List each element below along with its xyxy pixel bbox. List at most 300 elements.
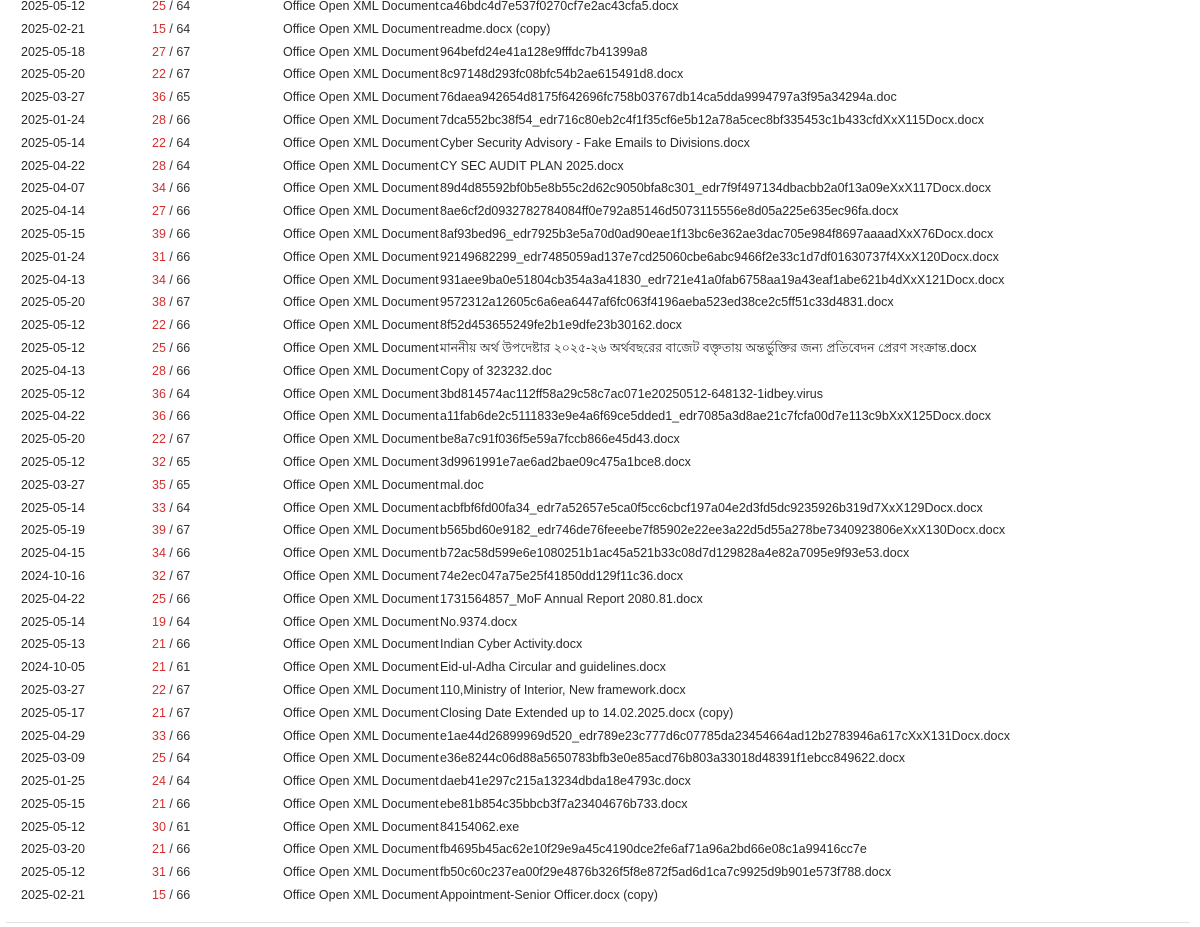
row-total-engines: 64 bbox=[176, 774, 191, 789]
row-detection-ratio bbox=[152, 611, 190, 634]
row-detection-ratio bbox=[152, 269, 190, 292]
row-detections: 15 bbox=[152, 21, 166, 36]
row-detections: 28 bbox=[152, 158, 166, 173]
ratio-separator: / bbox=[165, 112, 177, 127]
row-file-type: Office Open XML Document bbox=[283, 386, 439, 401]
table-row[interactable] bbox=[0, 86, 1200, 109]
row-detection-ratio bbox=[152, 337, 190, 360]
row-date: 2025-02-21 bbox=[21, 21, 85, 36]
row-detections: 27 bbox=[152, 204, 166, 219]
ratio-separator: / bbox=[165, 591, 177, 606]
table-row[interactable] bbox=[0, 725, 1200, 748]
row-date: 2025-05-20 bbox=[21, 432, 85, 447]
row-detections: 21 bbox=[152, 705, 166, 720]
row-detections: 36 bbox=[152, 90, 166, 105]
table-row[interactable] bbox=[0, 702, 1200, 725]
row-total-engines: 67 bbox=[176, 568, 191, 583]
row-total-engines: 66 bbox=[176, 249, 191, 264]
row-file-name-link[interactable]: 110,Ministry of Interior, New framework.docx bbox=[440, 682, 686, 697]
row-detection-ratio bbox=[152, 656, 190, 679]
row-detections: 39 bbox=[152, 523, 166, 538]
row-detections: 35 bbox=[152, 477, 166, 492]
row-file-name-link[interactable]: 74e2ec047a75e25f41850dd129f11c36.docx bbox=[440, 568, 684, 583]
row-file-type: Office Open XML Document bbox=[283, 774, 439, 789]
row-detection-ratio bbox=[152, 223, 190, 246]
ratio-separator: / bbox=[165, 340, 177, 355]
row-detection-ratio bbox=[152, 588, 190, 611]
table-row[interactable] bbox=[0, 337, 1200, 360]
row-file-name-link[interactable]: CY SEC AUDIT PLAN 2025.docx bbox=[440, 158, 624, 173]
row-total-engines: 66 bbox=[176, 409, 191, 424]
row-date: 2025-03-27 bbox=[21, 477, 85, 492]
row-detections: 24 bbox=[152, 774, 166, 789]
row-detections: 31 bbox=[152, 249, 166, 264]
row-total-engines: 65 bbox=[176, 90, 191, 105]
row-detections: 22 bbox=[152, 135, 166, 150]
table-row[interactable] bbox=[0, 679, 1200, 702]
row-file-name-link[interactable]: 8f52d453655249fe2b1e9dfe23b30162.docx bbox=[440, 318, 682, 333]
row-file-name-link[interactable]: Closing Date Extended up to 14.02.2025.docx (copy) bbox=[440, 705, 734, 720]
row-total-engines: 64 bbox=[176, 135, 191, 150]
table-row[interactable] bbox=[0, 770, 1200, 793]
table-row[interactable] bbox=[0, 291, 1200, 314]
row-file-type: Office Open XML Document bbox=[283, 546, 439, 561]
row-file-name-link[interactable]: 1731564857_MoF Annual Report 2080.81.docx bbox=[440, 591, 703, 606]
row-detections: 39 bbox=[152, 226, 166, 241]
row-total-engines: 61 bbox=[176, 819, 191, 834]
ratio-separator: / bbox=[165, 546, 177, 561]
row-detection-ratio bbox=[152, 200, 190, 223]
table-row[interactable] bbox=[0, 0, 1200, 18]
row-total-engines: 64 bbox=[176, 614, 191, 629]
row-date: 2025-04-22 bbox=[21, 158, 85, 173]
row-file-name-link[interactable]: 89d4d85592bf0b5e8b55c2d62c9050bfa8c301_edr7f9f497134dbacbb2a0f13a09eXxX117Docx.docx bbox=[440, 181, 991, 196]
row-detections: 27 bbox=[152, 44, 166, 59]
ratio-separator: / bbox=[165, 249, 177, 264]
row-detections: 22 bbox=[152, 682, 166, 697]
table-row[interactable] bbox=[0, 497, 1200, 520]
row-detections: 25 bbox=[152, 751, 166, 766]
row-total-engines: 67 bbox=[176, 682, 191, 697]
row-detections: 33 bbox=[152, 728, 166, 743]
row-file-type: Office Open XML Document bbox=[283, 112, 439, 127]
row-file-type: Office Open XML Document bbox=[283, 591, 439, 606]
table-row[interactable] bbox=[0, 542, 1200, 565]
row-file-name-link[interactable]: Indian Cyber Activity.docx bbox=[440, 637, 583, 652]
row-file-name-link[interactable]: 8ae6cf2d0932782784084ff0e792a85146d5073115556e8d05a225e635ec96fa.docx bbox=[440, 204, 899, 219]
ratio-separator: / bbox=[165, 386, 177, 401]
row-detection-ratio bbox=[152, 702, 190, 725]
row-file-type: Office Open XML Document bbox=[283, 500, 439, 515]
row-date: 2025-05-12 bbox=[21, 340, 85, 355]
row-total-engines: 66 bbox=[176, 272, 191, 287]
row-date: 2025-04-13 bbox=[21, 272, 85, 287]
table-row[interactable] bbox=[0, 633, 1200, 656]
ratio-separator: / bbox=[165, 318, 177, 333]
row-detection-ratio bbox=[152, 246, 190, 269]
table-row[interactable] bbox=[0, 451, 1200, 474]
row-detection-ratio bbox=[152, 725, 190, 748]
table-row[interactable] bbox=[0, 838, 1200, 861]
row-date: 2025-01-25 bbox=[21, 774, 85, 789]
row-detection-ratio bbox=[152, 838, 190, 861]
row-file-type: Office Open XML Document bbox=[283, 660, 439, 675]
table-row[interactable] bbox=[0, 747, 1200, 770]
row-date: 2025-05-15 bbox=[21, 796, 85, 811]
row-detection-ratio bbox=[152, 177, 190, 200]
row-total-engines: 66 bbox=[176, 204, 191, 219]
table-row[interactable] bbox=[0, 246, 1200, 269]
row-file-type: Office Open XML Document bbox=[283, 21, 439, 36]
row-detection-ratio bbox=[152, 18, 190, 41]
row-detection-ratio bbox=[152, 474, 190, 497]
ratio-separator: / bbox=[165, 409, 177, 424]
table-row[interactable] bbox=[0, 793, 1200, 816]
row-detection-ratio bbox=[152, 497, 190, 520]
row-total-engines: 66 bbox=[176, 546, 191, 561]
table-row[interactable] bbox=[0, 519, 1200, 542]
row-file-type: Office Open XML Document bbox=[283, 432, 439, 447]
row-file-name-link[interactable]: 84154062.exe bbox=[440, 819, 520, 834]
row-file-name-link[interactable]: a11fab6de2c5111833e9e4a6f69ce5dded1_edr7085a3d8ae21c7fcfa00d7e113c9bXxX125Docx.docx bbox=[440, 409, 991, 424]
row-file-type: Office Open XML Document bbox=[283, 204, 439, 219]
ratio-separator: / bbox=[165, 705, 177, 720]
row-file-type: Office Open XML Document bbox=[283, 158, 439, 173]
row-file-type: Office Open XML Document bbox=[283, 796, 439, 811]
table-row[interactable] bbox=[0, 611, 1200, 634]
row-detections: 22 bbox=[152, 67, 166, 82]
row-date: 2025-05-14 bbox=[21, 135, 85, 150]
ratio-separator: / bbox=[165, 0, 177, 13]
row-total-engines: 66 bbox=[176, 112, 191, 127]
ratio-separator: / bbox=[165, 819, 177, 834]
table-row[interactable] bbox=[0, 861, 1200, 884]
row-date: 2025-05-14 bbox=[21, 614, 85, 629]
ratio-separator: / bbox=[165, 272, 177, 287]
row-date: 2025-05-17 bbox=[21, 705, 85, 720]
row-file-type: Office Open XML Document bbox=[283, 454, 439, 469]
row-detection-ratio bbox=[152, 747, 190, 770]
ratio-separator: / bbox=[165, 568, 177, 583]
table-row[interactable] bbox=[0, 884, 1200, 907]
row-file-type: Office Open XML Document bbox=[283, 705, 439, 720]
row-date: 2025-05-18 bbox=[21, 44, 85, 59]
row-detections: 25 bbox=[152, 591, 166, 606]
table-row[interactable] bbox=[0, 200, 1200, 223]
row-file-type: Office Open XML Document bbox=[283, 568, 439, 583]
table-row[interactable] bbox=[0, 383, 1200, 406]
row-file-type: Office Open XML Document bbox=[283, 637, 439, 652]
row-file-name-link[interactable]: fb4695b45ac62e10f29e9a45c4190dce2fe6af71a96a2bd66e08c1a99416cc7e bbox=[440, 842, 867, 857]
row-file-type: Office Open XML Document bbox=[283, 226, 439, 241]
row-detections: 34 bbox=[152, 546, 166, 561]
row-total-engines: 64 bbox=[176, 158, 191, 173]
row-total-engines: 64 bbox=[176, 386, 191, 401]
row-total-engines: 65 bbox=[176, 477, 191, 492]
row-total-engines: 67 bbox=[176, 44, 191, 59]
row-file-name-link[interactable]: readme.docx (copy) bbox=[440, 21, 551, 36]
ratio-separator: / bbox=[165, 90, 177, 105]
row-file-type: Office Open XML Document bbox=[283, 728, 439, 743]
row-detections: 21 bbox=[152, 637, 166, 652]
row-file-type: Office Open XML Document bbox=[283, 44, 439, 59]
row-file-name-link[interactable]: 8c97148d293fc08bfc54b2ae615491d8.docx bbox=[440, 67, 684, 82]
row-detections: 30 bbox=[152, 819, 166, 834]
row-file-type: Office Open XML Document bbox=[283, 888, 439, 903]
ratio-separator: / bbox=[165, 523, 177, 538]
row-total-engines: 65 bbox=[176, 454, 191, 469]
row-date: 2025-05-12 bbox=[21, 865, 85, 880]
row-detection-ratio bbox=[152, 542, 190, 565]
row-date: 2024-10-05 bbox=[21, 660, 85, 675]
row-file-type: Office Open XML Document bbox=[283, 135, 439, 150]
table-row[interactable] bbox=[0, 314, 1200, 337]
row-date: 2025-05-12 bbox=[21, 819, 85, 834]
row-total-engines: 66 bbox=[176, 637, 191, 652]
row-total-engines: 61 bbox=[176, 660, 191, 675]
ratio-separator: / bbox=[165, 21, 177, 36]
row-file-type: Office Open XML Document bbox=[283, 523, 439, 538]
row-detections: 21 bbox=[152, 842, 166, 857]
row-detections: 25 bbox=[152, 0, 166, 13]
row-file-name-link[interactable]: 931aee9ba0e51804cb354a3a41830_edr721e41a0fab6758aa19a43eaf1abe621b4dXxX121Docx.docx bbox=[440, 272, 1005, 287]
row-file-type: Office Open XML Document bbox=[283, 842, 439, 857]
row-total-engines: 66 bbox=[176, 318, 191, 333]
ratio-separator: / bbox=[165, 888, 177, 903]
ratio-separator: / bbox=[165, 226, 177, 241]
row-file-name-link[interactable]: daeb41e297c215a13234dbda18e4793c.docx bbox=[440, 774, 691, 789]
table-row[interactable] bbox=[0, 177, 1200, 200]
row-detection-ratio bbox=[152, 679, 190, 702]
table-row[interactable] bbox=[0, 588, 1200, 611]
table-row[interactable] bbox=[0, 360, 1200, 383]
row-file-name-link[interactable]: fb50c60c237ea00f29e4876b326f5f8e872f5ad6d1ca7c9925d9b901e573f788.docx bbox=[440, 865, 892, 880]
row-date: 2025-04-15 bbox=[21, 546, 85, 561]
row-date: 2025-01-24 bbox=[21, 249, 85, 264]
row-detection-ratio bbox=[152, 360, 190, 383]
ratio-separator: / bbox=[165, 44, 177, 59]
row-date: 2025-04-07 bbox=[21, 181, 85, 196]
row-date: 2025-05-20 bbox=[21, 67, 85, 82]
ratio-separator: / bbox=[165, 637, 177, 652]
table-row[interactable] bbox=[0, 223, 1200, 246]
row-date: 2025-03-20 bbox=[21, 842, 85, 857]
row-file-name-link[interactable]: মাননীয় অর্থ উপদেষ্টার ২০২৫-২৬ অর্থবছরের বাজেট বক্তৃতায় অন্তর্ভুক্তির জন্য প্রতিবেদন প্রেরণ সংক্রান্ত.docx bbox=[440, 340, 977, 355]
ratio-separator: / bbox=[165, 796, 177, 811]
row-file-name-link[interactable]: acbfbf6fd00fa34_edr7a52657e5ca0f5cc6cbcf197a04e2d3fd5dc9235926b319d7XxX129Docx.docx bbox=[440, 500, 983, 515]
row-file-type: Office Open XML Document bbox=[283, 67, 439, 82]
row-total-engines: 66 bbox=[176, 363, 191, 378]
row-detections: 34 bbox=[152, 272, 166, 287]
row-total-engines: 64 bbox=[176, 21, 191, 36]
row-file-name-link[interactable]: ebe81b854c35bbcb3f7a23404676b733.docx bbox=[440, 796, 688, 811]
table-row[interactable] bbox=[0, 132, 1200, 155]
ratio-separator: / bbox=[165, 363, 177, 378]
row-file-type: Office Open XML Document bbox=[283, 90, 439, 105]
row-file-name-link[interactable]: e1ae44d26899969d520_edr789e23c777d6c07785da23454664ad12b2783946a617cXxX131Docx.docx bbox=[440, 728, 1010, 743]
row-date: 2025-05-13 bbox=[21, 637, 85, 652]
row-total-engines: 66 bbox=[176, 842, 191, 857]
row-file-name-link[interactable]: 3d9961991e7ae6ad2bae09c475a1bce8.docx bbox=[440, 454, 691, 469]
row-detection-ratio bbox=[152, 291, 190, 314]
row-detections: 22 bbox=[152, 318, 166, 333]
row-detection-ratio bbox=[152, 884, 190, 907]
row-total-engines: 67 bbox=[176, 705, 191, 720]
ratio-separator: / bbox=[165, 432, 177, 447]
row-date: 2025-05-14 bbox=[21, 500, 85, 515]
table-row[interactable] bbox=[0, 656, 1200, 679]
ratio-separator: / bbox=[165, 660, 177, 675]
ratio-separator: / bbox=[165, 204, 177, 219]
row-detections: 34 bbox=[152, 181, 166, 196]
row-file-name-link[interactable]: e36e8244c06d88a5650783bfb3e0e85acd76b803a33018d48391f1ebcc849622.docx bbox=[440, 751, 906, 766]
ratio-separator: / bbox=[165, 774, 177, 789]
ratio-separator: / bbox=[165, 135, 177, 150]
row-detection-ratio bbox=[152, 519, 190, 542]
row-total-engines: 66 bbox=[176, 865, 191, 880]
row-date: 2025-03-27 bbox=[21, 682, 85, 697]
row-file-type: Office Open XML Document bbox=[283, 363, 439, 378]
row-date: 2025-05-12 bbox=[21, 386, 85, 401]
row-date: 2025-03-27 bbox=[21, 90, 85, 105]
table-row[interactable] bbox=[0, 41, 1200, 64]
table-row[interactable] bbox=[0, 63, 1200, 86]
table-row[interactable] bbox=[0, 405, 1200, 428]
row-total-engines: 66 bbox=[176, 888, 191, 903]
row-detections: 31 bbox=[152, 865, 166, 880]
row-file-type: Office Open XML Document bbox=[283, 272, 439, 287]
table-row[interactable] bbox=[0, 474, 1200, 497]
table-row[interactable] bbox=[0, 109, 1200, 132]
row-total-engines: 64 bbox=[176, 751, 191, 766]
table-row[interactable] bbox=[0, 155, 1200, 178]
row-total-engines: 66 bbox=[176, 591, 191, 606]
row-total-engines: 67 bbox=[176, 523, 191, 538]
row-file-name-link[interactable]: 3bd814574ac112ff58a29c58c7ac071e20250512-648132-1idbey.virus bbox=[440, 386, 823, 401]
row-file-name-link[interactable]: ca46bdc4d7e537f0270cf7e2ac43cfa5.docx bbox=[440, 0, 679, 13]
ratio-separator: / bbox=[165, 728, 177, 743]
table-row[interactable] bbox=[0, 428, 1200, 451]
row-detection-ratio bbox=[152, 383, 190, 406]
row-date: 2025-03-09 bbox=[21, 751, 85, 766]
row-file-name-link[interactable]: Eid-ul-Adha Circular and guidelines.docx bbox=[440, 660, 666, 675]
row-file-type: Office Open XML Document bbox=[283, 295, 439, 310]
row-file-name-link[interactable]: 76daea942654d8175f642696fc758b03767db14ca5dda9994797a3f95a34294a.doc bbox=[440, 90, 897, 105]
row-file-name-link[interactable]: 964befd24e41a128e9fffdc7b41399a8 bbox=[440, 44, 648, 59]
table-row[interactable] bbox=[0, 269, 1200, 292]
row-file-type: Office Open XML Document bbox=[283, 819, 439, 834]
row-date: 2025-02-21 bbox=[21, 888, 85, 903]
row-total-engines: 66 bbox=[176, 181, 191, 196]
ratio-separator: / bbox=[165, 477, 177, 492]
row-file-name-link[interactable]: be8a7c91f036f5e59a7fccb866e45d43.docx bbox=[440, 432, 680, 447]
ratio-separator: / bbox=[165, 842, 177, 857]
row-file-name-link[interactable]: Copy of 323232.doc bbox=[440, 363, 552, 378]
row-file-name-link[interactable]: 92149682299_edr7485059ad137e7cd25060cbe6abc9466f2e33c1d7df01630737f4XxX120Docx.docx bbox=[440, 249, 999, 264]
row-detections: 28 bbox=[152, 112, 166, 127]
row-detection-ratio bbox=[152, 565, 190, 588]
row-detection-ratio bbox=[152, 109, 190, 132]
row-detections: 15 bbox=[152, 888, 166, 903]
row-detection-ratio bbox=[152, 405, 190, 428]
row-date: 2025-04-22 bbox=[21, 591, 85, 606]
row-detections: 19 bbox=[152, 614, 166, 629]
table-row[interactable] bbox=[0, 565, 1200, 588]
row-detections: 38 bbox=[152, 295, 166, 310]
row-detection-ratio bbox=[152, 86, 190, 109]
row-detection-ratio bbox=[152, 155, 190, 178]
row-file-type: Office Open XML Document bbox=[283, 318, 439, 333]
row-file-type: Office Open XML Document bbox=[283, 181, 439, 196]
row-date: 2025-05-12 bbox=[21, 454, 85, 469]
row-file-name-link[interactable]: 9572312a12605c6a6ea6447af6fc063f4196aeba523ed38ce2c5ff51c33d4831.docx bbox=[440, 295, 894, 310]
row-total-engines: 66 bbox=[176, 796, 191, 811]
row-file-name-link[interactable]: 8af93bed96_edr7925b3e5a70d0ad90eae1f13bc6e362ae3dac705e984f8697aaaadXxX76Docx.docx bbox=[440, 226, 994, 241]
row-detection-ratio bbox=[152, 816, 190, 839]
ratio-separator: / bbox=[165, 500, 177, 515]
row-date: 2025-04-22 bbox=[21, 409, 85, 424]
row-date: 2025-05-20 bbox=[21, 295, 85, 310]
row-date: 2025-05-19 bbox=[21, 523, 85, 538]
row-date: 2025-04-14 bbox=[21, 204, 85, 219]
row-detections: 33 bbox=[152, 500, 166, 515]
row-detection-ratio bbox=[152, 314, 190, 337]
row-detections: 32 bbox=[152, 568, 166, 583]
row-date: 2025-05-12 bbox=[21, 318, 85, 333]
row-detections: 28 bbox=[152, 363, 166, 378]
ratio-separator: / bbox=[165, 682, 177, 697]
row-file-name-link[interactable]: mal.doc bbox=[440, 477, 484, 492]
row-file-type: Office Open XML Document bbox=[283, 682, 439, 697]
row-detections: 36 bbox=[152, 386, 166, 401]
row-file-name-link[interactable]: 7dca552bc38f54_edr716c80eb2c4f1f35cf6e5b12a78a5cec8bf335453c1b433cfdXxX115Docx.docx bbox=[440, 112, 984, 127]
row-detection-ratio bbox=[152, 770, 190, 793]
row-detection-ratio bbox=[152, 132, 190, 155]
row-total-engines: 64 bbox=[176, 500, 191, 515]
row-detections: 36 bbox=[152, 409, 166, 424]
row-file-name-link[interactable]: b72ac58d599e6e1080251b1ac45a521b33c08d7d129828a4e82a7095e9f93e53.docx bbox=[440, 546, 910, 561]
row-file-name-link[interactable]: No.9374.docx bbox=[440, 614, 518, 629]
ratio-separator: / bbox=[165, 614, 177, 629]
row-detection-ratio bbox=[152, 63, 190, 86]
row-file-name-link[interactable]: Appointment-Senior Officer.docx (copy) bbox=[440, 888, 658, 903]
row-date: 2025-01-24 bbox=[21, 112, 85, 127]
row-file-type: Office Open XML Document bbox=[283, 751, 439, 766]
row-file-name-link[interactable]: Cyber Security Advisory - Fake Emails to Divisions.docx bbox=[440, 135, 750, 150]
row-total-engines: 64 bbox=[176, 0, 191, 13]
row-file-type: Office Open XML Document bbox=[283, 0, 439, 13]
row-detection-ratio bbox=[152, 451, 190, 474]
row-detection-ratio bbox=[152, 793, 190, 816]
row-file-type: Office Open XML Document bbox=[283, 614, 439, 629]
ratio-separator: / bbox=[165, 751, 177, 766]
row-file-type: Office Open XML Document bbox=[283, 340, 439, 355]
row-detection-ratio bbox=[152, 633, 190, 656]
row-total-engines: 66 bbox=[176, 728, 191, 743]
row-file-name-link[interactable]: b565bd60e9182_edr746de76feeebe7f85902e22ee3a22d5d55a278be7340923806eXxX130Docx.docx bbox=[440, 523, 1006, 538]
row-detection-ratio bbox=[152, 41, 190, 64]
row-file-type: Office Open XML Document bbox=[283, 249, 439, 264]
table-row[interactable] bbox=[0, 816, 1200, 839]
ratio-separator: / bbox=[165, 295, 177, 310]
row-file-type: Office Open XML Document bbox=[283, 865, 439, 880]
table-row[interactable] bbox=[0, 18, 1200, 41]
ratio-separator: / bbox=[165, 158, 177, 173]
ratio-separator: / bbox=[165, 67, 177, 82]
row-total-engines: 67 bbox=[176, 295, 191, 310]
row-detections: 22 bbox=[152, 432, 166, 447]
row-date: 2025-05-12 bbox=[21, 0, 85, 13]
